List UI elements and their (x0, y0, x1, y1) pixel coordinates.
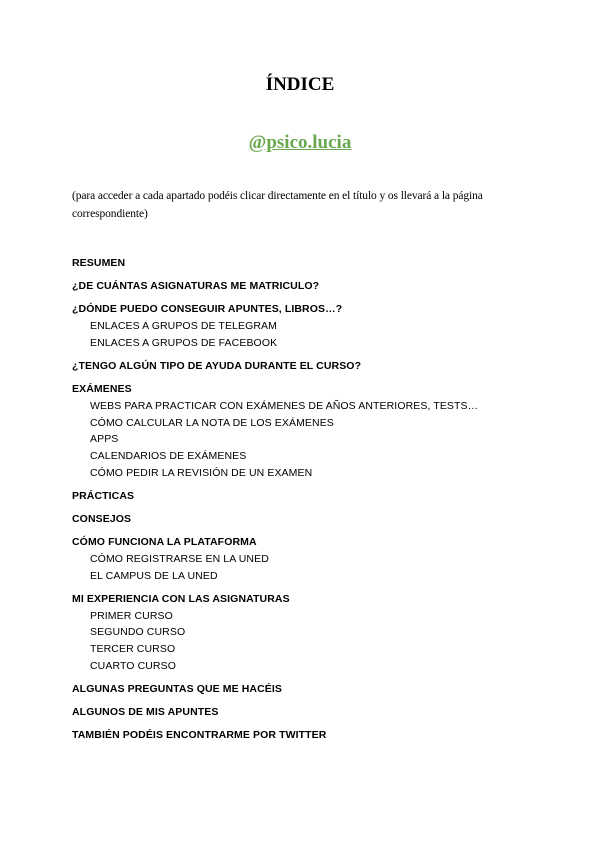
toc-section (72, 704, 552, 721)
toc-subsection-link[interactable]: PRIMER CURSO (90, 609, 173, 622)
toc-section (72, 727, 552, 744)
toc-subsection-link[interactable]: CUARTO CURSO (90, 659, 176, 672)
toc-section (72, 534, 552, 584)
toc-subsection (90, 641, 552, 658)
toc-section-link[interactable]: CONSEJOS (72, 513, 132, 526)
toc-subsection (90, 658, 552, 675)
toc-subsection-link[interactable]: TERCER CURSO (90, 643, 176, 656)
toc-subsection-list (72, 398, 552, 482)
toc-subsection-link[interactable]: EL CAMPUS DE LA UNED (90, 569, 218, 582)
toc-subsection-list (72, 608, 552, 675)
toc-subsection (90, 335, 552, 352)
toc-section (72, 358, 552, 375)
toc-section-link[interactable]: ¿TENGO ALGÚN TIPO DE AYUDA DURANTE EL CURSO? (72, 360, 362, 373)
intro-note: (para acceder a cada apartado podéis clicar directamente en el título y os llevará a la página correspondiente) (72, 190, 483, 220)
toc-subsection-link[interactable]: ENLACES A GRUPOS DE FACEBOOK (90, 336, 278, 349)
toc-subsection (90, 318, 552, 335)
instagram-handle-link[interactable]: @psico.lucia (248, 132, 352, 153)
toc-subsection-link[interactable]: WEBS PARA PRACTICAR CON EXÁMENES DE AÑOS ANTERIORES, TESTS… (90, 399, 479, 412)
toc-section-link[interactable]: CÓMO FUNCIONA LA PLATAFORMA (72, 536, 257, 549)
table-of-contents (72, 255, 552, 751)
toc-subsection (90, 624, 552, 641)
toc-subsection (90, 415, 552, 432)
toc-section (72, 381, 552, 481)
toc-section (72, 255, 552, 272)
toc-section-link[interactable]: TAMBIÉN PODÉIS ENCONTRARME POR TWITTER (72, 729, 327, 742)
toc-section (72, 278, 552, 295)
toc-section-link[interactable]: ALGUNOS DE MIS APUNTES (72, 706, 219, 719)
toc-subsection-list (72, 318, 552, 351)
toc-subsection-link[interactable]: CALENDARIOS DE EXÁMENES (90, 450, 247, 463)
toc-subsection-link[interactable]: CÓMO REGISTRARSE EN LA UNED (90, 553, 269, 566)
toc-section-link[interactable]: ¿DE CUÁNTAS ASIGNATURAS ME MATRICULO? (72, 280, 320, 293)
toc-subsection (90, 551, 552, 568)
toc-section-link[interactable]: RESUMEN (72, 257, 126, 269)
toc-section (72, 681, 552, 698)
toc-subsection (90, 431, 552, 448)
toc-section (72, 511, 552, 528)
toc-subsection-link[interactable]: CÓMO PEDIR LA REVISIÓN DE UN EXAMEN (90, 466, 313, 479)
toc-section-link[interactable]: EXÁMENES (72, 383, 132, 396)
toc-subsection (90, 465, 552, 482)
document-title: ÍNDICE (265, 74, 335, 95)
toc-section (72, 301, 552, 351)
toc-subsection-link[interactable]: CÓMO CALCULAR LA NOTA DE LOS EXÁMENES (90, 416, 334, 429)
toc-section-link[interactable]: PRÁCTICAS (72, 489, 135, 502)
toc-section-link[interactable]: ¿DÓNDE PUEDO CONSEGUIR APUNTES, LIBROS…? (72, 303, 343, 316)
toc-subsection-link[interactable]: APPS (90, 433, 119, 446)
toc-section-link[interactable]: MI EXPERIENCIA CON LAS ASIGNATURAS (72, 592, 290, 605)
toc-section (72, 488, 552, 505)
toc-subsection (90, 398, 552, 415)
toc-subsection-link[interactable]: ENLACES A GRUPOS DE TELEGRAM (90, 320, 277, 333)
toc-subsection (90, 568, 552, 585)
toc-subsection (90, 448, 552, 465)
toc-subsection-link[interactable]: SEGUNDO CURSO (90, 626, 186, 639)
toc-section (72, 591, 552, 675)
toc-subsection (90, 608, 552, 625)
toc-section-link[interactable]: ALGUNAS PREGUNTAS QUE ME HACÉIS (72, 682, 283, 695)
toc-subsection-list (72, 551, 552, 584)
